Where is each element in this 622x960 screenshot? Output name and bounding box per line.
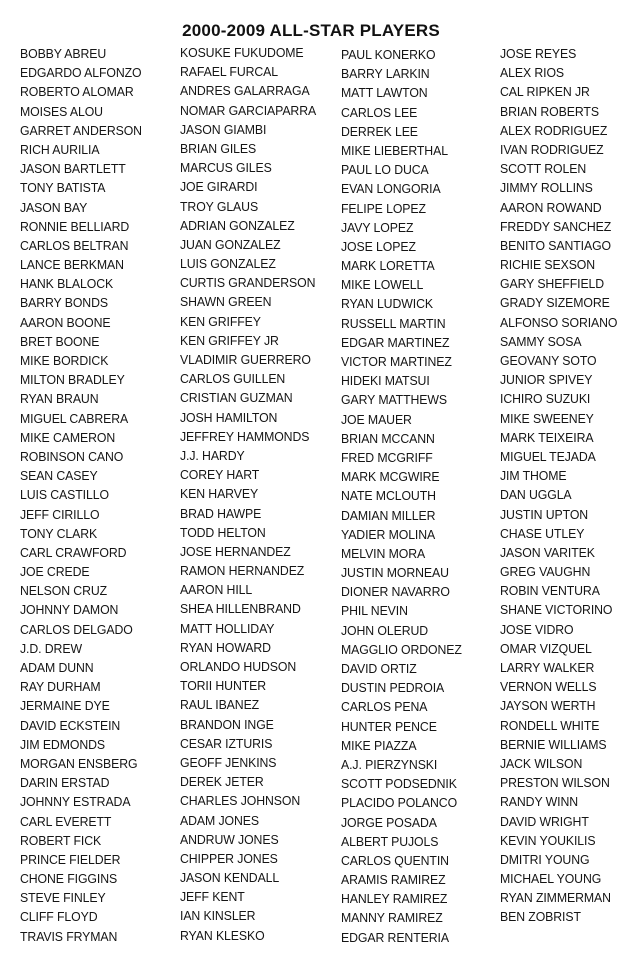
player-name: CAL RIPKEN JR xyxy=(500,84,590,100)
player-name: CARL CRAWFORD xyxy=(20,545,127,561)
player-name: SEAN CASEY xyxy=(20,468,98,484)
player-name: TORII HUNTER xyxy=(180,678,267,694)
player-name: JOHNNY DAMON xyxy=(20,603,119,618)
player-name: BARRY LARKIN xyxy=(341,66,430,82)
player-name: MAGGLIO ORDONEZ xyxy=(341,642,462,658)
player-name: ROBERT FICK xyxy=(20,833,102,849)
player-name: JOSE LOPEZ xyxy=(341,239,416,255)
player-name: JOHNNY ESTRADA xyxy=(20,794,131,810)
player-name: HIDEKI MATSUI xyxy=(341,373,430,389)
player-name: JIM THOME xyxy=(500,468,567,484)
player-name: A.J. PIERZYNSKI xyxy=(341,757,438,773)
player-name: DAVID ECKSTEIN xyxy=(20,718,121,733)
player-name: GRADY SIZEMORE xyxy=(500,296,610,311)
player-name: JASON BARTLETT xyxy=(20,161,126,177)
player-name: MORGAN ENSBERG xyxy=(20,756,138,772)
player-name: EDGARDO ALFONZO xyxy=(20,65,142,81)
player-name: JIMMY ROLLINS xyxy=(500,180,593,196)
player-name: KEVIN YOUKILIS xyxy=(500,833,596,849)
player-name: EDGAR MARTINEZ xyxy=(341,335,450,351)
player-name: AARON HILL xyxy=(180,582,253,598)
player-name: KOSUKE FUKUDOME xyxy=(180,45,304,61)
player-name: PHIL NEVIN xyxy=(341,604,408,619)
player-name: ORLANDO HUDSON xyxy=(180,659,297,675)
player-name: JOE GIRARDI xyxy=(180,179,258,195)
player-name: JUSTIN UPTON xyxy=(500,507,589,522)
player-name: HANK BLALOCK xyxy=(20,276,114,292)
player-name: ALFONSO SORIANO xyxy=(500,315,618,330)
player-name: CURTIS GRANDERSON xyxy=(180,275,316,291)
player-name: CHIPPER JONES xyxy=(180,851,278,867)
player-name: DIONER NAVARRO xyxy=(341,584,450,600)
player-name: RYAN HOWARD xyxy=(180,640,271,656)
player-name: RAMON HERNANDEZ xyxy=(180,563,305,579)
player-name: JAVY LOPEZ xyxy=(341,220,414,236)
player-name: NELSON CRUZ xyxy=(20,583,108,599)
player-name: TODD HELTON xyxy=(180,525,266,541)
player-name: MIKE LOWELL xyxy=(341,277,424,293)
player-name: RYAN LUDWICK xyxy=(341,297,433,312)
player-name: MIGUEL TEJADA xyxy=(500,449,596,465)
player-name: KEN GRIFFEY JR xyxy=(180,333,279,349)
player-name: RICH AURILIA xyxy=(20,142,100,158)
player-name: VERNON WELLS xyxy=(500,679,597,695)
player-name: BOBBY ABREU xyxy=(20,46,107,62)
player-name: SCOTT ROLEN xyxy=(500,161,587,177)
player-column-3 xyxy=(341,46,462,948)
player-name: TRAVIS FRYMAN xyxy=(20,929,118,944)
player-name: J.D. DREW xyxy=(20,641,82,657)
player-name: PRESTON WILSON xyxy=(500,775,610,791)
player-name: IVAN RODRIGUEZ xyxy=(500,142,604,158)
player-name: VLADIMIR GUERRERO xyxy=(180,352,311,368)
player-name: ALEX RIOS xyxy=(500,65,565,81)
player-name: JASON KENDALL xyxy=(180,870,280,886)
player-name: JEFF KENT xyxy=(180,889,245,905)
player-name: MIKE LIEBERTHAL xyxy=(341,143,448,159)
player-name: RAY DURHAM xyxy=(20,679,101,695)
player-name: JOSE VIDRO xyxy=(500,622,574,637)
player-name: GEOVANY SOTO xyxy=(500,353,597,369)
player-name: COREY HART xyxy=(180,467,260,483)
player-name: JIM EDMONDS xyxy=(20,737,105,753)
player-name: ANDRES GALARRAGA xyxy=(180,83,310,99)
player-name: PLACIDO POLANCO xyxy=(341,795,458,811)
player-name: OMAR VIZQUEL xyxy=(500,641,592,657)
player-name: YADIER MOLINA xyxy=(341,527,436,543)
player-name: AARON ROWAND xyxy=(500,200,602,215)
player-name: KEN HARVEY xyxy=(180,486,259,502)
player-name: LARRY WALKER xyxy=(500,660,595,676)
player-name: ANDRUW JONES xyxy=(180,832,279,848)
player-name: ADRIAN GONZALEZ xyxy=(180,218,295,234)
player-name: MILTON BRADLEY xyxy=(20,372,125,388)
player-name: MIKE CAMERON xyxy=(20,430,116,446)
player-name: ROBIN VENTURA xyxy=(500,583,600,599)
player-name: MARK LORETTA xyxy=(341,258,435,274)
player-name: AARON BOONE xyxy=(20,315,111,330)
player-name: CHASE UTLEY xyxy=(500,526,585,542)
player-name: BRIAN MCCANN xyxy=(341,431,435,447)
player-name: HUNTER PENCE xyxy=(341,719,437,734)
player-columns xyxy=(0,44,622,954)
player-name: BEN ZOBRIST xyxy=(500,910,581,925)
player-name: JASON VARITEK xyxy=(500,545,595,561)
player-name: JOSE HERNANDEZ xyxy=(180,544,291,560)
player-name: JOE CREDE xyxy=(20,564,90,580)
player-name: CARLOS DELGADO xyxy=(20,622,133,637)
player-name: LUIS GONZALEZ xyxy=(180,256,276,272)
player-name: MOISES ALOU xyxy=(20,104,103,119)
player-name: TONY BATISTA xyxy=(20,180,106,196)
player-name: RONNIE BELLIARD xyxy=(20,219,130,235)
page-title: 2000-2009 ALL-STAR PLAYERS xyxy=(182,21,440,40)
player-name: ARAMIS RAMIREZ xyxy=(341,872,446,888)
player-name: SAMMY SOSA xyxy=(500,334,582,350)
player-name: KEN GRIFFEY xyxy=(180,314,261,329)
player-name: RYAN ZIMMERMAN xyxy=(500,890,611,906)
player-name: RUSSELL MARTIN xyxy=(341,316,446,331)
player-name: DAN UGGLA xyxy=(500,487,572,503)
player-name: JUAN GONZALEZ xyxy=(180,237,281,253)
player-name: MIGUEL CABRERA xyxy=(20,411,129,426)
player-name: BRIAN GILES xyxy=(180,141,257,157)
player-name: IAN KINSLER xyxy=(180,909,256,924)
player-name: RANDY WINN xyxy=(500,794,579,810)
player-name: PAUL LO DUCA xyxy=(341,162,429,178)
player-name: LUIS CASTILLO xyxy=(20,487,109,503)
player-name: JOE MAUER xyxy=(341,412,412,427)
player-name: SHAWN GREEN xyxy=(180,295,272,310)
player-name: JAYSON WERTH xyxy=(500,698,596,714)
player-column-1 xyxy=(20,45,142,947)
player-name: SHANE VICTORINO xyxy=(500,603,613,618)
player-name: DARIN ERSTAD xyxy=(20,775,110,791)
player-name: GEOFF JENKINS xyxy=(180,755,277,771)
player-name: BERNIE WILLIAMS xyxy=(500,737,607,753)
player-name: CHARLES JOHNSON xyxy=(180,793,301,809)
player-column-4 xyxy=(500,45,617,928)
player-name: BRANDON INGE xyxy=(180,717,274,732)
player-name: HANLEY RAMIREZ xyxy=(341,891,448,907)
player-name: MARK TEIXEIRA xyxy=(500,430,594,446)
player-name: JORGE POSADA xyxy=(341,815,437,830)
player-name: JEFF CIRILLO xyxy=(20,507,100,522)
player-name: BRIAN ROBERTS xyxy=(500,104,599,119)
player-name: MARK MCGWIRE xyxy=(341,469,440,485)
player-name: MIKE PIAZZA xyxy=(341,738,417,754)
player-name: RICHIE SEXSON xyxy=(500,257,596,273)
player-name: ROBINSON CANO xyxy=(20,449,124,465)
player-name: CARLOS QUENTIN xyxy=(341,853,449,869)
player-name: DEREK JETER xyxy=(180,774,264,790)
player-name: JOSH HAMILTON xyxy=(180,410,278,425)
player-name: EVAN LONGORIA xyxy=(341,181,441,197)
player-name: J.J. HARDY xyxy=(180,448,245,464)
player-name: NATE MCLOUTH xyxy=(341,488,436,504)
player-name: GARY MATTHEWS xyxy=(341,392,447,408)
player-name: MIKE SWEENEY xyxy=(500,411,594,426)
player-name: SCOTT PODSEDNIK xyxy=(341,776,457,792)
player-name: JERMAINE DYE xyxy=(20,698,110,714)
player-name: CARLOS LEE xyxy=(341,105,418,120)
player-name: ALBERT PUJOLS xyxy=(341,834,439,850)
player-name: GARY SHEFFIELD xyxy=(500,276,605,292)
player-name: FREDDY SANCHEZ xyxy=(500,219,612,235)
player-name: FELIPE LOPEZ xyxy=(341,201,426,216)
player-name: DAVID ORTIZ xyxy=(341,661,417,677)
player-name: CARLOS BELTRAN xyxy=(20,238,129,254)
player-name: MATT HOLLIDAY xyxy=(180,621,275,636)
player-name: CHONE FIGGINS xyxy=(20,871,118,887)
player-name: PRINCE FIELDER xyxy=(20,852,121,868)
player-name: DAVID WRIGHT xyxy=(500,814,589,829)
player-name: DMITRI YOUNG xyxy=(500,852,590,868)
player-name: BRAD HAWPE xyxy=(180,506,262,521)
player-column-2 xyxy=(180,44,316,946)
player-name: CARLOS PENA xyxy=(341,699,428,715)
player-name: CARLOS GUILLEN xyxy=(180,371,286,387)
player-name: RYAN BRAUN xyxy=(20,391,99,407)
player-name: RAFAEL FURCAL xyxy=(180,64,279,80)
player-name: BARRY BONDS xyxy=(20,296,108,311)
player-name: STEVE FINLEY xyxy=(20,890,106,906)
player-name: DERREK LEE xyxy=(341,124,418,140)
player-name: MELVIN MORA xyxy=(341,546,426,562)
player-name: BRET BOONE xyxy=(20,334,100,350)
player-name: TROY GLAUS xyxy=(180,199,259,214)
player-name: CLIFF FLOYD xyxy=(20,910,98,925)
player-name: JASON GIAMBI xyxy=(180,122,267,138)
player-name: PAUL KONERKO xyxy=(341,47,436,63)
player-name: MIKE BORDICK xyxy=(20,353,109,369)
player-name: EDGAR RENTERIA xyxy=(341,930,449,945)
player-name: NOMAR GARCIAPARRA xyxy=(180,103,317,118)
player-name: ALEX RODRIGUEZ xyxy=(500,123,608,139)
player-name: GARRET ANDERSON xyxy=(20,123,142,139)
player-name: BENITO SANTIAGO xyxy=(500,238,612,254)
player-name: JOHN OLERUD xyxy=(341,623,429,638)
player-name: VICTOR MARTINEZ xyxy=(341,354,452,370)
player-name: ADAM JONES xyxy=(180,813,259,828)
player-name: JUNIOR SPIVEY xyxy=(500,372,593,388)
player-name: MARCUS GILES xyxy=(180,160,272,176)
player-name: FRED MCGRIFF xyxy=(341,450,433,466)
player-name: SHEA HILLENBRAND xyxy=(180,602,301,617)
player-name: RONDELL WHITE xyxy=(500,718,600,733)
player-name: LANCE BERKMAN xyxy=(20,257,124,273)
player-name: DAMIAN MILLER xyxy=(341,508,436,523)
player-name: JUSTIN MORNEAU xyxy=(341,565,449,581)
player-name: CESAR IZTURIS xyxy=(180,736,273,752)
player-name: GREG VAUGHN xyxy=(500,564,591,580)
player-name: MICHAEL YOUNG xyxy=(500,871,602,887)
player-name: JASON BAY xyxy=(20,200,88,215)
player-name: MATT LAWTON xyxy=(341,85,428,101)
player-name: JEFFREY HAMMONDS xyxy=(180,429,310,445)
player-name: CRISTIAN GUZMAN xyxy=(180,390,293,406)
player-name: MANNY RAMIREZ xyxy=(341,911,443,926)
player-name: DUSTIN PEDROIA xyxy=(341,680,445,696)
player-name: TONY CLARK xyxy=(20,526,98,542)
player-name: CARL EVERETT xyxy=(20,814,112,829)
player-name: JACK WILSON xyxy=(500,756,583,772)
player-name: RAUL IBANEZ xyxy=(180,697,260,713)
player-name: ICHIRO SUZUKI xyxy=(500,391,591,407)
player-name: RYAN KLESKO xyxy=(180,928,265,943)
player-name: JOSE REYES xyxy=(500,46,577,62)
player-name: ROBERTO ALOMAR xyxy=(20,84,134,100)
player-name: ADAM DUNN xyxy=(20,660,94,676)
